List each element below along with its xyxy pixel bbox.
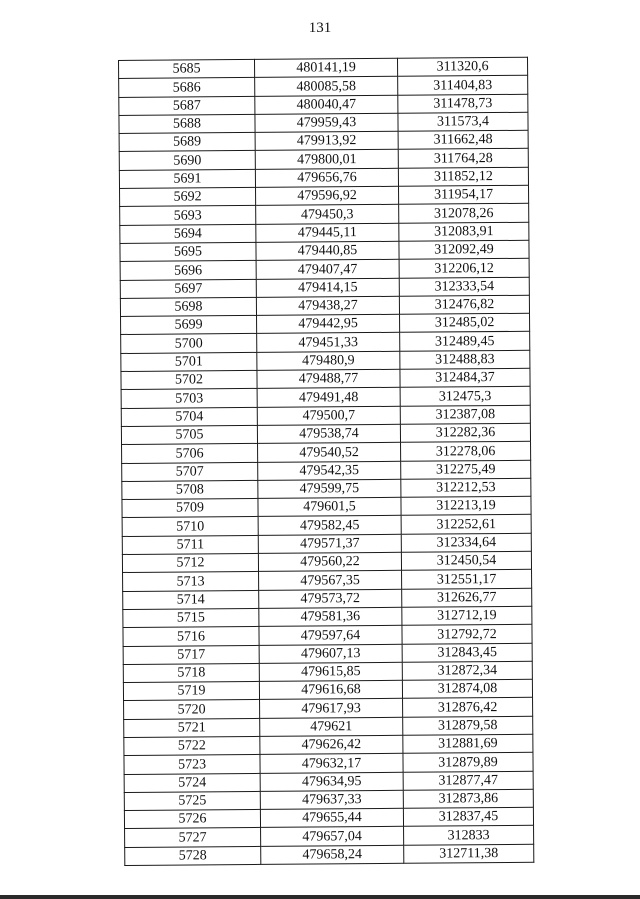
- point-number-cell: 5689: [119, 133, 255, 152]
- x-coordinate-cell: 479451,33: [257, 333, 400, 352]
- x-coordinate-cell: 479407,47: [256, 260, 399, 279]
- point-number-cell: 5702: [121, 370, 257, 389]
- x-coordinate-cell: 479582,45: [258, 516, 401, 535]
- y-coordinate-cell: 312387,08: [400, 405, 530, 424]
- x-coordinate-cell: 479601,5: [258, 497, 401, 516]
- y-coordinate-cell: 312881,69: [403, 734, 533, 753]
- table-row: [122, 496, 531, 518]
- point-number-cell: 5728: [125, 846, 261, 865]
- y-coordinate-cell: 312485,02: [400, 313, 530, 332]
- point-number-cell: 5706: [122, 444, 258, 463]
- y-coordinate-cell: 312252,61: [401, 515, 531, 534]
- point-number-cell: 5724: [124, 773, 260, 792]
- coordinates-table-body: [119, 57, 534, 865]
- y-coordinate-cell: 312712,19: [402, 606, 532, 625]
- table-row: [120, 185, 529, 207]
- x-coordinate-cell: 479442,95: [257, 314, 400, 333]
- y-coordinate-cell: 312879,58: [403, 716, 533, 735]
- point-number-cell: 5707: [122, 462, 258, 481]
- point-number-cell: 5696: [120, 261, 256, 280]
- x-coordinate-cell: 479616,68: [259, 680, 402, 699]
- table-row: [120, 259, 529, 281]
- table-row: [124, 753, 533, 775]
- y-coordinate-cell: 312213,19: [401, 496, 531, 515]
- point-number-cell: 5716: [123, 627, 259, 646]
- point-number-cell: 5704: [121, 407, 257, 426]
- y-coordinate-cell: 312872,34: [402, 661, 532, 680]
- y-coordinate-cell: 312083,91: [399, 222, 529, 241]
- table-row: [121, 405, 530, 427]
- table-row: [121, 368, 530, 390]
- x-coordinate-cell: 479658,24: [261, 845, 404, 864]
- x-coordinate-cell: 479656,76: [255, 168, 398, 187]
- x-coordinate-cell: 479480,9: [257, 351, 400, 370]
- y-coordinate-cell: 312212,53: [401, 478, 531, 497]
- point-number-cell: 5727: [125, 828, 261, 847]
- table-row: [121, 350, 530, 372]
- y-coordinate-cell: 311320,6: [397, 57, 527, 76]
- point-number-cell: 5723: [124, 755, 260, 774]
- table-row: [122, 533, 531, 555]
- y-coordinate-cell: 312206,12: [399, 259, 529, 278]
- y-coordinate-cell: 312626,77: [402, 588, 532, 607]
- table-row: [120, 204, 529, 226]
- point-number-cell: 5703: [121, 389, 257, 408]
- table-row: [120, 295, 529, 317]
- point-number-cell: 5685: [119, 59, 255, 78]
- table-row: [121, 387, 530, 409]
- point-number-cell: 5691: [119, 169, 255, 188]
- x-coordinate-cell: 479500,7: [257, 406, 400, 425]
- point-number-cell: 5713: [123, 572, 259, 591]
- y-coordinate-cell: 312551,17: [402, 570, 532, 589]
- x-coordinate-cell: 479560,22: [258, 552, 401, 571]
- point-number-cell: 5694: [120, 224, 256, 243]
- x-coordinate-cell: 479597,64: [259, 625, 402, 644]
- table-row: [122, 460, 531, 482]
- table-row: [124, 789, 533, 811]
- table-row: [121, 332, 530, 354]
- y-coordinate-cell: 312282,36: [400, 423, 530, 442]
- x-coordinate-cell: 479538,74: [257, 424, 400, 443]
- y-coordinate-cell: 312278,06: [401, 442, 531, 461]
- x-coordinate-cell: 479626,42: [260, 735, 403, 754]
- x-coordinate-cell: 479634,95: [260, 772, 403, 791]
- x-coordinate-cell: 479491,48: [257, 388, 400, 407]
- point-number-cell: 5698: [120, 297, 256, 316]
- x-coordinate-cell: 479596,92: [256, 186, 399, 205]
- x-coordinate-cell: 479657,04: [261, 827, 404, 846]
- table-row: [120, 277, 529, 299]
- x-coordinate-cell: 479438,27: [256, 296, 399, 315]
- y-coordinate-cell: 312874,08: [402, 679, 532, 698]
- x-coordinate-cell: 479581,36: [259, 607, 402, 626]
- coordinates-table-container: [118, 57, 530, 866]
- point-number-cell: 5690: [119, 151, 255, 170]
- y-coordinate-cell: 312843,45: [402, 643, 532, 662]
- x-coordinate-cell: 479571,37: [258, 534, 401, 553]
- table-row: [124, 734, 533, 756]
- point-number-cell: 5714: [123, 590, 259, 609]
- x-coordinate-cell: 480141,19: [254, 58, 397, 77]
- y-coordinate-cell: 311852,12: [398, 167, 528, 186]
- point-number-cell: 5695: [120, 242, 256, 261]
- point-number-cell: 5686: [119, 78, 255, 97]
- point-number-cell: 5692: [120, 188, 256, 207]
- table-row: [124, 771, 533, 793]
- y-coordinate-cell: 312275,49: [401, 460, 531, 479]
- point-number-cell: 5687: [119, 96, 255, 115]
- y-coordinate-cell: 312873,86: [403, 789, 533, 808]
- table-row: [124, 716, 533, 738]
- x-coordinate-cell: 479542,35: [258, 461, 401, 480]
- point-number-cell: 5717: [123, 645, 259, 664]
- point-number-cell: 5697: [120, 279, 256, 298]
- point-number-cell: 5701: [121, 352, 257, 371]
- table-row: [122, 478, 531, 500]
- y-coordinate-cell: 312078,26: [399, 204, 529, 223]
- y-coordinate-cell: 312092,49: [399, 240, 529, 259]
- x-coordinate-cell: 479450,3: [256, 205, 399, 224]
- point-number-cell: 5709: [122, 499, 258, 518]
- table-row: [120, 222, 529, 244]
- y-coordinate-cell: 312476,82: [399, 295, 529, 314]
- x-coordinate-cell: 479488,77: [257, 369, 400, 388]
- point-number-cell: 5705: [121, 425, 257, 444]
- point-number-cell: 5688: [119, 114, 255, 133]
- point-number-cell: 5726: [124, 810, 260, 829]
- point-number-cell: 5693: [120, 206, 256, 225]
- y-coordinate-cell: 311478,73: [398, 94, 528, 113]
- y-coordinate-cell: 312792,72: [402, 624, 532, 643]
- point-number-cell: 5720: [124, 700, 260, 719]
- point-number-cell: 5718: [123, 663, 259, 682]
- y-coordinate-cell: 312837,45: [403, 807, 533, 826]
- scan-bottom-edge: [0, 895, 640, 899]
- y-coordinate-cell: 312711,38: [404, 844, 534, 863]
- x-coordinate-cell: 479540,52: [258, 443, 401, 462]
- y-coordinate-cell: 312334,64: [401, 533, 531, 552]
- point-number-cell: 5719: [123, 682, 259, 701]
- y-coordinate-cell: 312877,47: [403, 771, 533, 790]
- table-row: [122, 515, 531, 537]
- table-row: [124, 698, 533, 720]
- point-number-cell: 5721: [124, 718, 260, 737]
- x-coordinate-cell: 479573,72: [259, 589, 402, 608]
- x-coordinate-cell: 480085,58: [255, 77, 398, 96]
- y-coordinate-cell: 311954,17: [399, 185, 529, 204]
- point-number-cell: 5708: [122, 480, 258, 499]
- y-coordinate-cell: 312484,37: [400, 368, 530, 387]
- x-coordinate-cell: 479599,75: [258, 479, 401, 498]
- x-coordinate-cell: 480040,47: [255, 95, 398, 114]
- point-number-cell: 5699: [121, 316, 257, 335]
- y-coordinate-cell: 312489,45: [400, 332, 530, 351]
- y-coordinate-cell: 312879,89: [403, 753, 533, 772]
- table-row: [122, 442, 531, 464]
- y-coordinate-cell: 312450,54: [401, 551, 531, 570]
- table-row: [121, 423, 530, 445]
- x-coordinate-cell: 479617,93: [260, 699, 403, 718]
- table-row: [120, 240, 529, 262]
- x-coordinate-cell: 479959,43: [255, 113, 398, 132]
- point-number-cell: 5722: [124, 736, 260, 755]
- table-row: [125, 844, 534, 866]
- point-number-cell: 5725: [124, 791, 260, 810]
- y-coordinate-cell: 312488,83: [400, 350, 530, 369]
- point-number-cell: 5700: [121, 334, 257, 353]
- x-coordinate-cell: 479632,17: [260, 754, 403, 773]
- x-coordinate-cell: 479414,15: [256, 278, 399, 297]
- table-row: [124, 807, 533, 829]
- x-coordinate-cell: 479440,85: [256, 241, 399, 260]
- table-row: [125, 826, 534, 848]
- page-number: 131: [308, 20, 332, 36]
- y-coordinate-cell: 311404,83: [398, 76, 528, 95]
- point-number-cell: 5715: [123, 608, 259, 627]
- y-coordinate-cell: 312475,3: [400, 387, 530, 406]
- x-coordinate-cell: 479567,35: [259, 571, 402, 590]
- x-coordinate-cell: 479615,85: [259, 662, 402, 681]
- x-coordinate-cell: 479655,44: [260, 808, 403, 827]
- x-coordinate-cell: 479800,01: [255, 150, 398, 169]
- y-coordinate-cell: 312833: [404, 826, 534, 845]
- coordinates-table: [118, 57, 534, 866]
- y-coordinate-cell: 312876,42: [403, 698, 533, 717]
- y-coordinate-cell: 312333,54: [399, 277, 529, 296]
- x-coordinate-cell: 479913,92: [255, 131, 398, 150]
- x-coordinate-cell: 479607,13: [259, 644, 402, 663]
- point-number-cell: 5712: [122, 553, 258, 572]
- y-coordinate-cell: 311764,28: [398, 149, 528, 168]
- y-coordinate-cell: 311662,48: [398, 130, 528, 149]
- x-coordinate-cell: 479637,33: [260, 790, 403, 809]
- x-coordinate-cell: 479621: [260, 717, 403, 736]
- x-coordinate-cell: 479445,11: [256, 223, 399, 242]
- table-row: [122, 551, 531, 573]
- table-row: [121, 313, 530, 335]
- point-number-cell: 5710: [122, 517, 258, 536]
- point-number-cell: 5711: [122, 535, 258, 554]
- y-coordinate-cell: 311573,4: [398, 112, 528, 131]
